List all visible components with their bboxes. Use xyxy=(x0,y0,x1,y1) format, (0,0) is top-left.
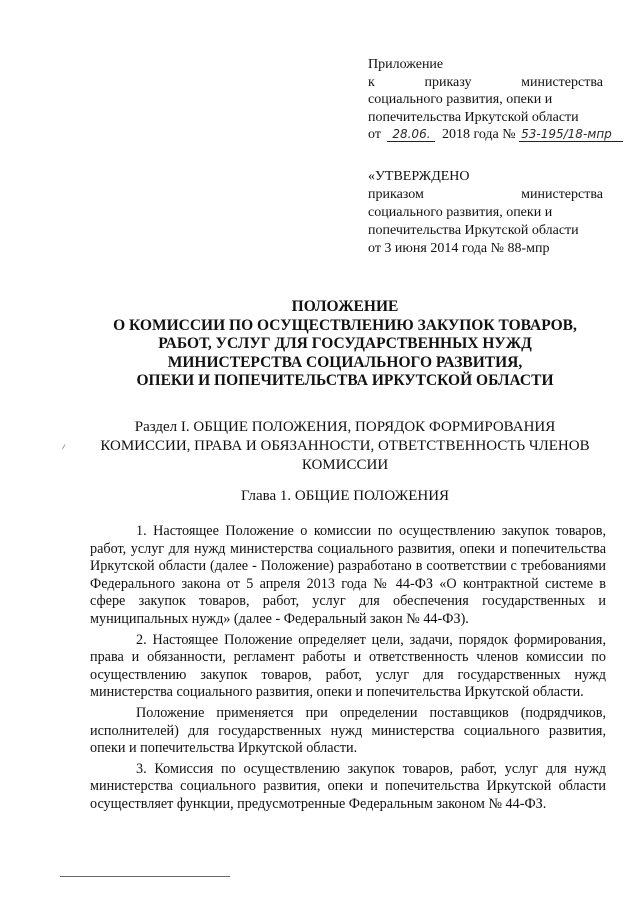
approved-ministry-word: министерства xyxy=(521,187,603,202)
title-line-4: МИНИСТЕРСТВА СОЦИАЛЬНОГО РАЗВИТИЯ, xyxy=(167,353,523,371)
approved-block xyxy=(368,168,603,258)
appendix-from: от xyxy=(368,127,381,142)
appendix-year-text: 2018 года № xyxy=(441,127,516,142)
approved-line-2 xyxy=(368,186,603,204)
approved-title: «УТВЕРЖДЕНО xyxy=(368,169,470,184)
title-line-1: ПОЛОЖЕНИЕ xyxy=(291,298,399,315)
section-heading xyxy=(80,418,610,475)
paragraph-3: Положение применяется при определении поставщиков (подрядчиков, исполнителей) для государственных нужд министерства социального развития, опеки и попечительства Иркутской области. xyxy=(90,704,606,757)
appendix-ministry-word: министерства xyxy=(521,74,603,90)
appendix-order-word: приказу xyxy=(424,74,472,90)
approved-order-word: приказом xyxy=(368,187,424,202)
scan-mark xyxy=(62,444,68,450)
section-line-1: Раздел I. ОБЩИЕ ПОЛОЖЕНИЯ, ПОРЯДОК ФОРМИРОВАНИЯ xyxy=(134,419,556,435)
appendix-line-4: попечительства Иркутской области xyxy=(368,109,579,125)
appendix-line-3-text: социального развития, опеки и xyxy=(368,92,553,107)
appendix-date-line xyxy=(368,126,612,144)
handwritten-date: 28.06. xyxy=(387,128,435,142)
document-body xyxy=(90,523,606,817)
section-line-3: КОМИССИИ xyxy=(301,457,389,473)
chapter-heading: Глава 1. ОБЩИЕ ПОЛОЖЕНИЯ xyxy=(240,488,450,504)
title-line-2: О КОМИССИИ ПО ОСУЩЕСТВЛЕНИЮ ЗАКУПОК ТОВАРОВ, xyxy=(113,316,577,334)
handwritten-number: 53-195/18-мпр xyxy=(519,128,623,142)
paragraph-4: 3. Комиссия по осуществлению закупок товаров, работ, услуг для нужд министерства социального развития, опеки и попечительства Иркутской области осуществляет функции, предусмотренные Федеральным законом № 44-ФЗ. xyxy=(90,760,606,812)
section-line-2: КОМИССИИ, ПРАВА И ОБЯЗАННОСТИ, ОТВЕТСТВЕННОСТЬ ЧЛЕНОВ xyxy=(100,438,590,454)
appendix-line-2 xyxy=(368,74,603,92)
title-line-5: ОПЕКИ И ПОПЕЧИТЕЛЬСТВА ИРКУТСКОЙ ОБЛАСТИ xyxy=(136,372,554,389)
paragraph-2: 2. Настоящее Положение определяет цели, задачи, порядок формирования, права и обязанности, регламент работы и ответственность членов комиссии по осуществлению закупок товаров, работ, услуг для государственных нужд министерства социального развития, опеки и попечительства Иркутской области. xyxy=(90,631,606,701)
approved-line-5: от 3 июня 2014 года № 88-мпр xyxy=(368,241,550,256)
approved-line-3: социального развития, опеки и xyxy=(368,205,553,220)
appendix-line-3 xyxy=(368,91,603,109)
appendix-title: Приложение xyxy=(368,57,444,72)
footer-divider xyxy=(60,876,230,877)
appendix-to-word: к xyxy=(368,74,375,90)
paragraph-1: 1. Настоящее Положение о комиссии по осуществлению закупок товаров, работ, услуг для нужд министерства социального развития, опеки и попечительства Иркутской области (далее - Положение) разработано в соответствии с требованиями Федерального закона от 5 апреля 2013 года № 44-ФЗ «О контрактной системе в сфере закупок товаров, работ, услуг для обеспечения государственных и муниципальных нужд» (далее - Федеральный закон № 44-ФЗ). xyxy=(90,523,606,627)
approved-line-4: попечительства Иркутской области xyxy=(368,223,579,238)
appendix-block xyxy=(368,56,612,144)
title-line-3: РАБОТ, УСЛУГ ДЛЯ ГОСУДАРСТВЕННЫХ НУЖД xyxy=(158,335,532,352)
document-title xyxy=(80,298,610,391)
